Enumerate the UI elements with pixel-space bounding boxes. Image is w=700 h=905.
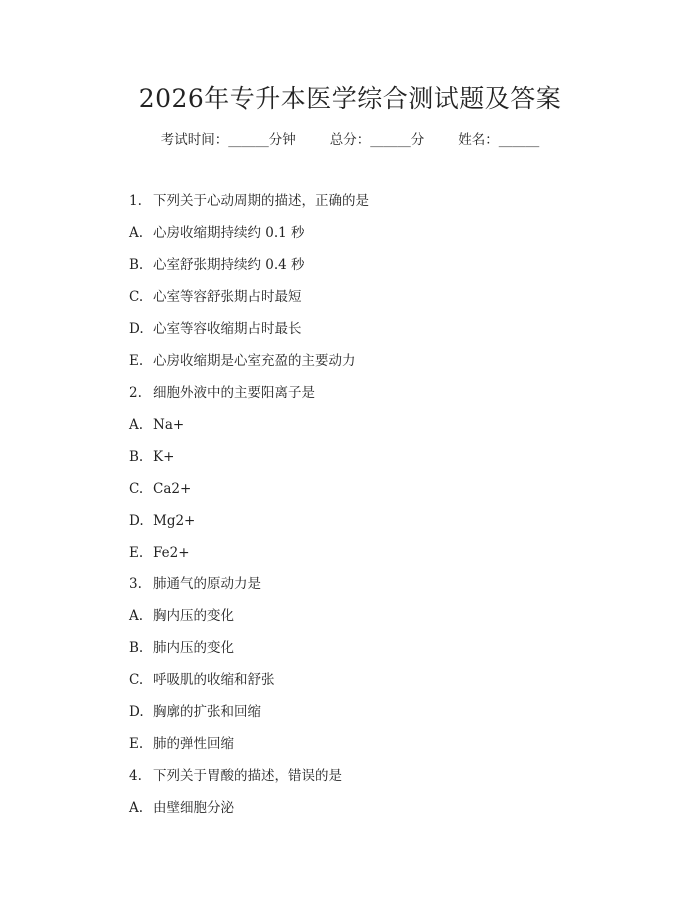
exam-time-field: 考试时间：______分钟 bbox=[160, 132, 296, 148]
option-line: E. 心房收缩期是心室充盈的主要动力 bbox=[129, 353, 356, 369]
option-line: C. 心室等容舒张期占时最短 bbox=[129, 289, 302, 305]
option-line: A. 由壁细胞分泌 bbox=[129, 800, 234, 816]
question-line: 1. 下列关于心动周期的描述，正确的是 bbox=[129, 193, 369, 209]
option-line: B. 肺内压的变化 bbox=[129, 640, 234, 656]
question-line: 3. 肺通气的原动力是 bbox=[129, 576, 261, 592]
option-line: E. Fe2+ bbox=[129, 545, 190, 561]
option-line: A. 心房收缩期持续约 0.1 秒 bbox=[129, 225, 305, 241]
option-line: D. 胸廓的扩张和回缩 bbox=[129, 704, 261, 720]
option-line: C. Ca2+ bbox=[129, 481, 192, 497]
option-line: E. 肺的弹性回缩 bbox=[129, 736, 234, 752]
question-line: 2. 细胞外液中的主要阳离子是 bbox=[129, 385, 315, 401]
option-line: D. Mg2+ bbox=[129, 513, 196, 529]
option-line: A. 胸内压的变化 bbox=[129, 608, 234, 624]
option-line: D. 心室等容收缩期占时最长 bbox=[129, 321, 302, 337]
page-title: 2026年专升本医学综合测试题及答案 bbox=[138, 84, 562, 113]
total-score-field: 总分：______分 bbox=[329, 132, 425, 148]
exam-info-row bbox=[0, 130, 700, 150]
option-line: A. Na+ bbox=[129, 417, 185, 433]
name-field: 姓名：______ bbox=[458, 132, 540, 148]
question-line: 4. 下列关于胃酸的描述，错误的是 bbox=[129, 768, 342, 784]
option-line: B. K+ bbox=[129, 449, 175, 465]
option-line: B. 心室舒张期持续约 0.4 秒 bbox=[129, 257, 305, 273]
option-line: C. 呼吸肌的收缩和舒张 bbox=[129, 672, 275, 688]
